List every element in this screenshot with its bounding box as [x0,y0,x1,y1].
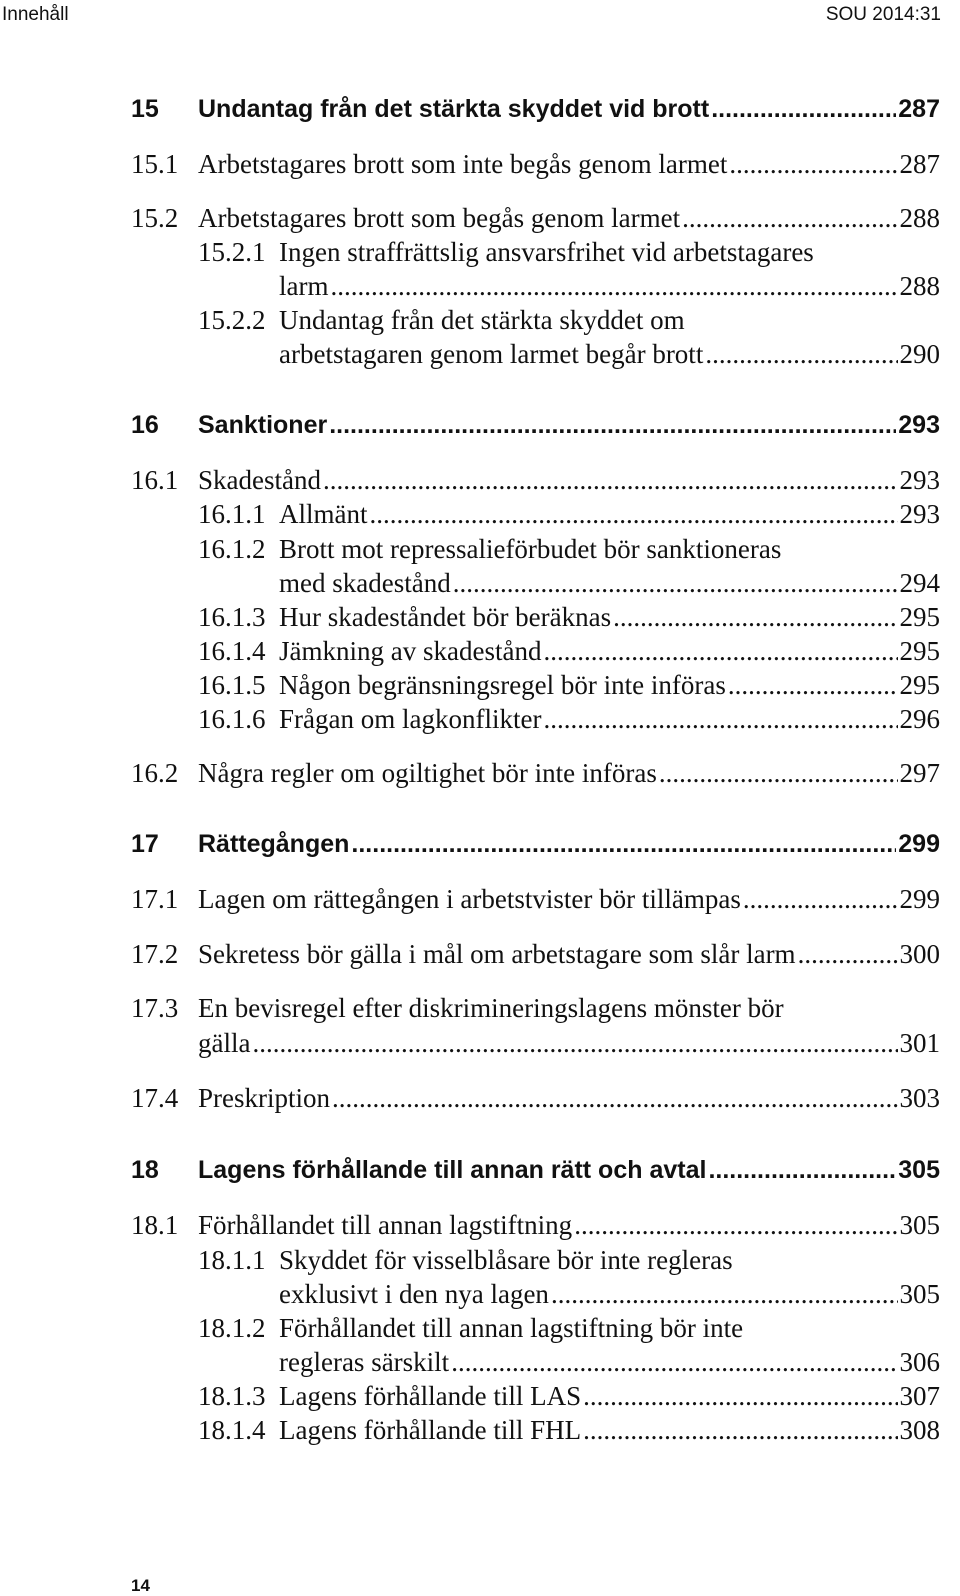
toc-section-number: 15.2 [131,203,179,233]
toc-subsection-number: 15.2.1 [198,237,266,267]
toc-title: Frågan om lagkonflikter [279,704,542,734]
toc-subsection-number: 18.1.2 [198,1313,266,1343]
toc-title: Någon begränsningsregel bör inte införas [279,670,726,700]
toc-page: 299 [899,884,940,914]
toc-chapter-number: 16 [131,411,159,439]
toc-chapter-entry[interactable] [198,95,940,124]
dot-leader [329,411,896,440]
dot-leader [708,1156,896,1185]
toc-page: 293 [898,411,940,439]
dot-leader [332,1083,898,1114]
toc-title: Lagen om rättegången i arbetstvister bör tillämpas [198,884,741,914]
dot-leader [659,758,898,789]
toc-page: 295 [899,602,940,632]
toc-page: 305 [899,1279,940,1309]
dot-leader [583,1381,897,1412]
toc-title: Arbetstagares brott som begås genom larmet [198,203,681,233]
toc-subsection-number: 16.1.5 [198,670,266,700]
toc-title-line1: Skyddet för visselblåsare bör inte regleras [279,1245,733,1275]
toc-subsection-entry[interactable] [279,1381,940,1412]
toc-page: 295 [899,636,940,666]
toc-title-line1: Brott mot repressalieförbudet bör sanktioneras [279,534,782,564]
toc-page: 296 [899,704,940,734]
dot-leader [574,1210,897,1241]
dot-leader [351,830,896,859]
toc-page: 307 [899,1381,940,1411]
toc-page: 288 [899,271,940,301]
toc-chapter-entry[interactable] [198,830,940,859]
toc-subsection-number: 16.1.6 [198,704,266,734]
dot-leader [743,884,898,915]
toc-page: 308 [899,1415,940,1445]
header-document-id: SOU 2014:31 [825,4,941,25]
header-section-label: Innehåll [2,4,69,25]
dot-leader [370,499,898,530]
toc-subsection-entry[interactable] [279,499,940,530]
toc-title-line2: med skadestånd [279,568,451,598]
toc-section-entry[interactable] [198,884,940,915]
dot-leader [551,1279,898,1310]
toc-subsection-entry[interactable] [279,1347,940,1378]
toc-section-entry[interactable] [198,758,940,789]
toc-title: Lagens förhållande till FHL [279,1415,582,1445]
toc-page: 295 [899,670,940,700]
toc-page: 300 [899,939,940,969]
toc-chapter-entry[interactable] [198,1156,940,1185]
toc-subsection-entry[interactable] [279,568,940,599]
toc-subsection-number: 15.2.2 [198,305,266,335]
toc-subsection-number: 18.1.3 [198,1381,266,1411]
toc-page: 301 [899,1028,940,1058]
toc-title-line1: En bevisregel efter diskrimineringslagens mönster bör [198,993,784,1023]
toc-subsection-entry[interactable] [279,271,940,302]
toc-section-entry[interactable] [198,1028,940,1059]
toc-chapter-entry[interactable] [198,411,940,440]
toc-page: 294 [899,568,940,598]
dot-leader [451,1347,897,1378]
toc-title: Allmänt [279,499,368,529]
toc-page: 287 [899,149,940,179]
toc-subsection-entry[interactable] [279,670,940,701]
toc-subsection-number: 16.1.4 [198,636,266,666]
toc-chapter-number: 17 [131,830,159,858]
toc-subsection-number: 16.1.1 [198,499,266,529]
toc-subsection-entry[interactable] [279,602,940,633]
toc-title: Arbetstagares brott som inte begås genom larmet [198,149,728,179]
toc-section-number: 17.4 [131,1083,179,1113]
toc-page: 305 [899,1210,940,1240]
dot-leader [729,149,897,180]
dot-leader [583,1415,897,1446]
dot-leader [330,271,897,302]
toc-chapter-number: 18 [131,1156,159,1184]
toc-section-entry[interactable] [198,1083,940,1114]
toc-title: Lagens förhållande till LAS [279,1381,582,1411]
toc-page: 299 [898,830,940,858]
toc-title-line2: exklusivt i den nya lagen [279,1279,549,1309]
toc-title-line2: arbetstagaren genom larmet begår brott [279,339,704,369]
toc-section-number: 16.2 [131,758,179,788]
toc-title: Sanktioner [198,411,328,439]
dot-leader [543,636,897,667]
dot-leader [323,465,898,496]
toc-title: Sekretess bör gälla i mål om arbetstagare som slår larm [198,939,796,969]
toc-title-line2: regleras särskilt [279,1347,450,1377]
dot-leader [705,339,897,370]
toc-title-line1: Ingen straffrättslig ansvarsfrihet vid arbetstagares [279,237,814,267]
toc-page: 303 [899,1083,940,1113]
toc-title: Förhållandet till annan lagstiftning [198,1210,573,1240]
toc-section-number: 16.1 [131,465,179,495]
toc-title-line2: larm [279,271,329,301]
toc-title: Lagens förhållande till annan rätt och avtal [198,1156,707,1184]
toc-page: 306 [899,1347,940,1377]
dot-leader [711,95,896,124]
toc-section-entry[interactable] [198,1210,940,1241]
toc-title-line2: gälla [198,1028,251,1058]
toc-section-number: 15.1 [131,149,179,179]
toc-title: Rättegången [198,830,350,858]
dot-leader [798,939,898,970]
toc-section-number: 17.2 [131,939,179,969]
toc-section-entry[interactable] [198,203,940,234]
toc-page: 293 [899,465,940,495]
toc-title-line1: Förhållandet till annan lagstiftning bör inte [279,1313,744,1343]
toc-subsection-number: 18.1.4 [198,1415,266,1445]
dot-leader [613,602,897,633]
toc-chapter-number: 15 [131,95,159,123]
toc-section-number: 17.3 [131,993,179,1023]
toc-title: Hur skadeståndet bör beräknas [279,602,612,632]
toc-page: 305 [898,1156,940,1184]
toc-subsection-entry[interactable] [279,339,940,370]
toc-subsection-number: 16.1.2 [198,534,266,564]
toc-section-entry[interactable] [198,465,940,496]
toc-page: 290 [899,339,940,369]
toc-section-number: 18.1 [131,1210,179,1240]
toc-title: Preskription [198,1083,330,1113]
toc-title-line1: Undantag från det stärkta skyddet om [279,305,685,335]
toc-subsection-entry[interactable] [279,1415,940,1446]
toc-page: 287 [898,95,940,123]
toc-page: 293 [899,499,940,529]
toc-section-entry[interactable] [198,149,940,180]
toc-section-entry[interactable] [198,939,940,970]
toc-subsection-entry[interactable] [279,704,940,735]
dot-leader [252,1028,897,1059]
toc-title: Jämkning av skadestånd [279,636,542,666]
page-number: 14 [131,1576,150,1595]
dot-leader [453,568,898,599]
toc-page: 288 [899,203,940,233]
dot-leader [543,704,897,735]
toc-subsection-entry[interactable] [279,1279,940,1310]
toc-subsection-number: 16.1.3 [198,602,266,632]
toc-title: Skadestånd [198,465,321,495]
toc-title: Några regler om ogiltighet bör inte införas [198,758,657,788]
toc-subsection-number: 18.1.1 [198,1245,266,1275]
dot-leader [682,203,897,234]
dot-leader [728,670,898,701]
toc-subsection-entry[interactable] [279,636,940,667]
running-header [0,4,960,34]
toc-title: Undantag från det stärkta skyddet vid brott [198,95,710,123]
toc-section-number: 17.1 [131,884,179,914]
toc-page: 297 [899,758,940,788]
